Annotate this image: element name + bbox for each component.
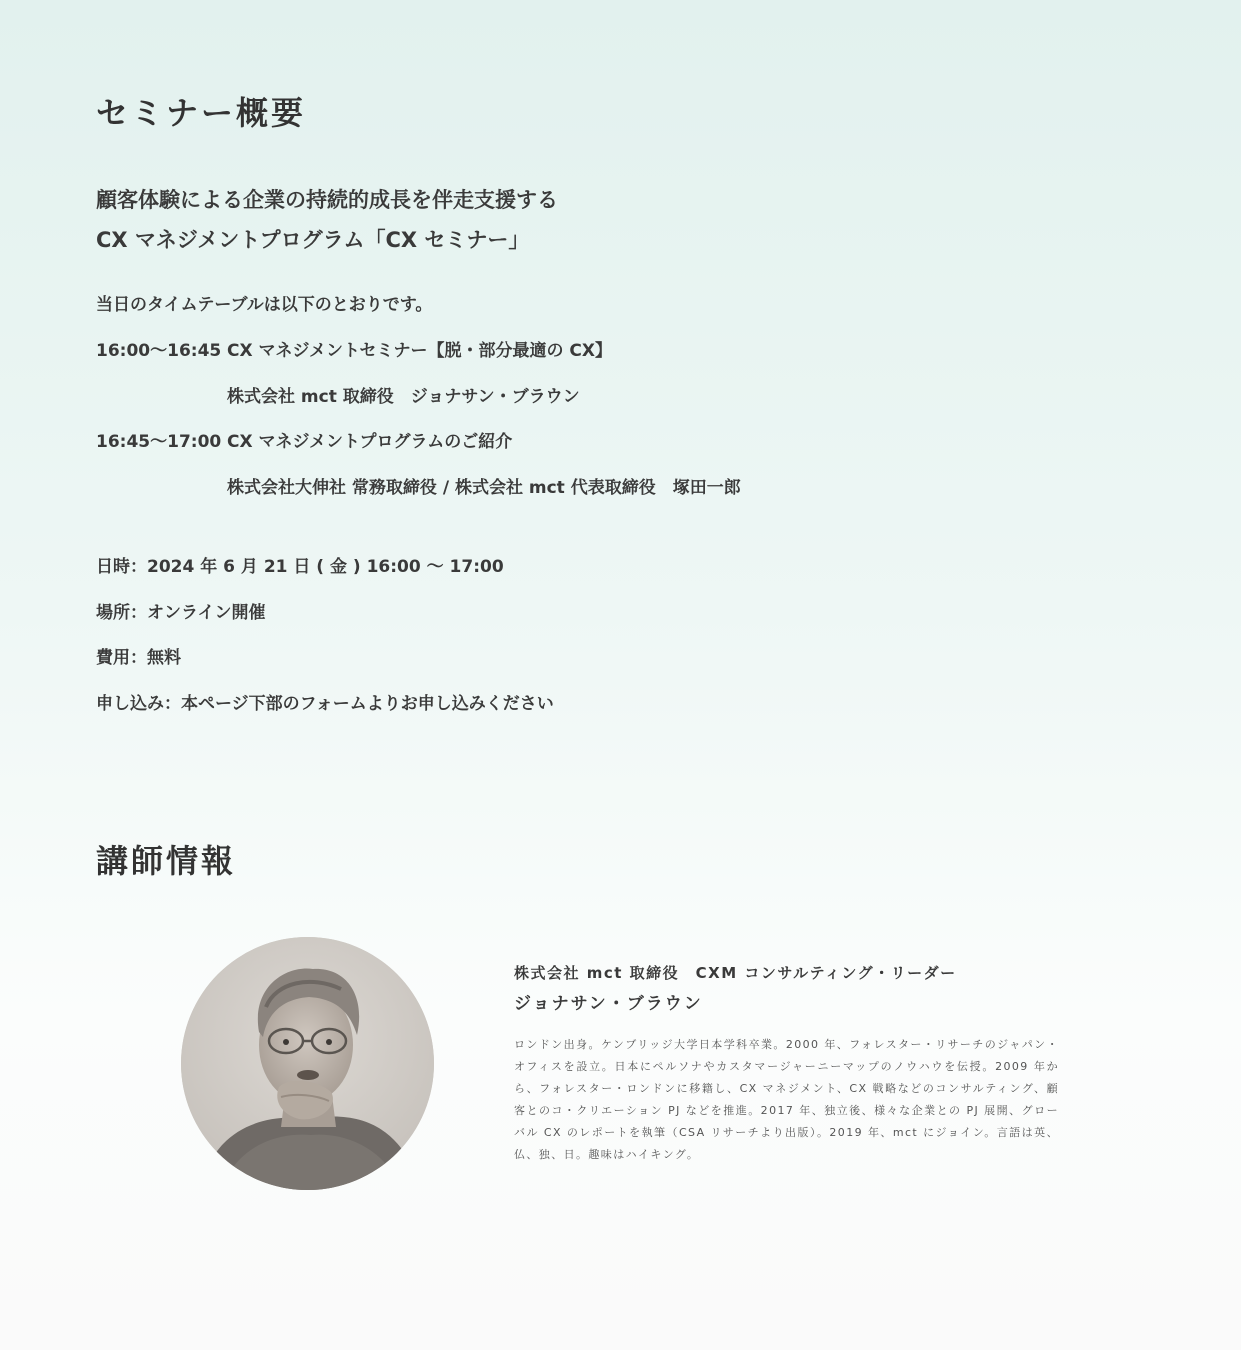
- lecturer-name: ジョナサン・ブラウン: [514, 994, 703, 1014]
- session-speaker: 株式会社 mct 取締役 ジョナサン・ブラウン: [227, 386, 580, 407]
- session-title: CX マネジメントプログラムのご紹介: [227, 432, 513, 452]
- seminar-lead: [96, 180, 558, 260]
- lecturer-photo: [181, 937, 434, 1190]
- lecturer-role: 株式会社 mct 取締役 CXM コンサルティング・リーダー: [514, 964, 957, 982]
- portrait-photo-icon: [181, 937, 434, 1190]
- timetable-intro: 当日のタイムテーブルは以下のとおりです。: [96, 295, 433, 315]
- session-time: 16:45〜17:00: [96, 432, 222, 452]
- overview-heading: セミナー概要: [96, 94, 307, 132]
- detail-fee: 費用：無料: [96, 648, 181, 668]
- session-speaker: 株式会社大伸社 常務取締役 / 株式会社 mct 代表取締役 塚田一郎: [227, 477, 741, 498]
- lecturer-heading: 講師情報: [96, 842, 237, 880]
- detail-datetime: 日時：2024 年 6 月 21 日 ( 金 ) 16:00 〜 17:00: [96, 557, 504, 577]
- lecturer-bio: [514, 962, 1059, 1166]
- seminar-details: [96, 552, 554, 734]
- lead-line-2: CX マネジメントプログラム「CX セミナー」: [96, 228, 530, 252]
- detail-place: 場所：オンライン開催: [96, 602, 266, 623]
- session-title: CX マネジメントセミナー【脱・部分最適の CX】: [227, 341, 612, 361]
- lead-line-1: 顧客体験による企業の持続的成長を伴走支援する: [96, 188, 558, 212]
- session-time: 16:00〜16:45: [96, 341, 222, 361]
- detail-apply: 申し込み：本ページ下部のフォームよりお申し込みください: [96, 693, 554, 714]
- lecturer-description: ロンドン出身。ケンブリッジ大学日本学科卒業。2000 年、フォレスター・リサーチのジャパン・オフィスを設立。日本にペルソナやカスタマージャーニーマップのノウハウを伝授。2009 年から、フォレスター・ロンドンに移籍し、CX マネジメント、CX 戦略などのコンサルティング、顧客とのコ・クリエーション PJ などを推進。2017 年、独立後、様々な企業との PJ 展開、グローバル CX のレポートを執筆（CSA リサーチより出版）。2019 年、mct にジョイン。言語は英、仏、独、日。趣味はハイキング。: [514, 1038, 1059, 1161]
